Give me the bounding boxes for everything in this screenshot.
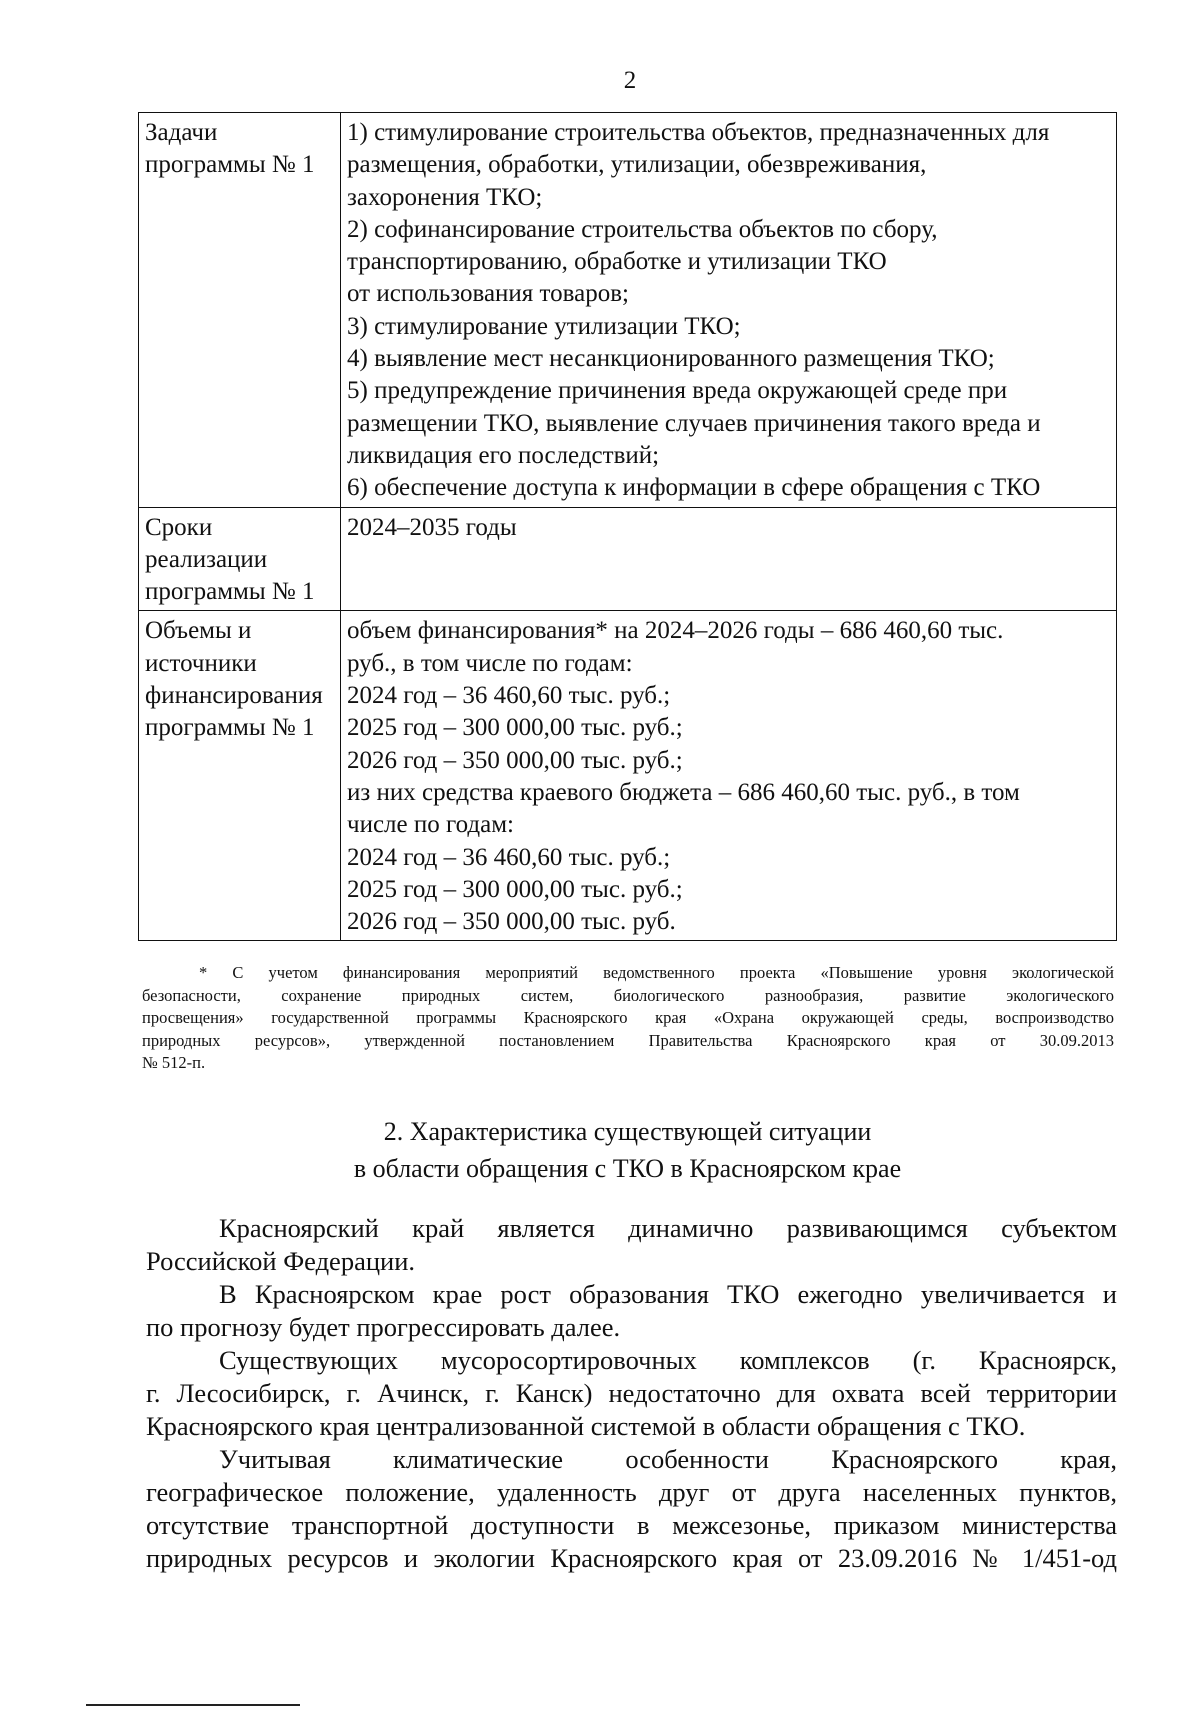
funding-value-line: из них средства краевого бюджета – 686 460,60 тыс. руб., в том (347, 778, 1020, 806)
tasks-value-line: 6) обеспечение доступа к информации в сфере обращения с ТКО (347, 474, 1041, 502)
tasks-value-line: 3) стимулирование утилизации ТКО; (347, 312, 741, 340)
body-line: отсутствие транспортной доступности в межсезонье, приказом министерства (146, 1510, 1117, 1540)
tasks-value-line: 1) стимулирование строительства объектов, предназначенных для (347, 119, 1050, 146)
tasks-value-line: транспортированию, обработке и утилизации ТКО (347, 248, 887, 276)
tasks-value-line: захоронения ТКО; (347, 183, 543, 211)
section-heading (138, 1113, 1117, 1187)
funding-label-cell (139, 611, 341, 941)
terms-label-line: программы № 1 (145, 578, 315, 606)
table-row-terms (139, 507, 1117, 611)
funding-value-line: 2025 год – 300 000,00 тыс. руб.; (347, 714, 683, 742)
terms-label-line: Сроки (145, 513, 213, 541)
body-line: природных ресурсов и экологии Красноярского края от 23.09.2016 № 1/451-од (146, 1543, 1117, 1573)
tasks-value-line: 2) софинансирование строительства объектов по сбору, (347, 215, 938, 243)
table-row-tasks (139, 113, 1117, 508)
page-number: 2 (623, 67, 637, 94)
body-line: Учитывая климатические особенности Красноярского края, (219, 1444, 1117, 1474)
tasks-value-line: 4) выявление мест несанкционированного размещения ТКО; (347, 345, 995, 373)
footnote-line: просвещения» государственной программы Красноярского края «Охрана окружающей среды, воспроизводство (142, 1008, 1114, 1028)
funding-value-cell (341, 611, 1117, 941)
funding-label-line: программы № 1 (145, 714, 315, 742)
funding-value-line: 2026 год – 350 000,00 тыс. руб. (347, 908, 676, 936)
funding-label-line: финансирования (145, 682, 323, 710)
tasks-value-line: размещении ТКО, выявление случаев причинения такого вреда и (347, 409, 1041, 437)
tasks-value-line: размещения, обработки, утилизации, обезвреживания, (347, 151, 927, 179)
tasks-value-cell (341, 113, 1117, 508)
tasks-value-line: от использования товаров; (347, 280, 629, 308)
funding-value-line: 2024 год – 36 460,60 тыс. руб.; (347, 843, 671, 871)
body-line: Красноярского края централизованной системой в области обращения с ТКО. (146, 1411, 1026, 1441)
footnote-line: * С учетом финансирования мероприятий ведомственного проекта «Повышение уровня экологической (199, 963, 1114, 982)
tasks-value-line: ликвидация его последствий; (347, 441, 660, 469)
section-heading-line: в области обращения с ТКО в Красноярском крае (353, 1154, 902, 1183)
terms-label-line: реализации (145, 545, 268, 573)
terms-value-line: 2024–2035 годы (347, 513, 517, 541)
table-row-funding (139, 611, 1117, 941)
funding-label-line: источники (145, 649, 257, 677)
funding-value-line: 2024 год – 36 460,60 тыс. руб.; (347, 682, 671, 710)
tasks-label-line: Задачи (145, 119, 218, 146)
section-heading-line: 2. Характеристика существующей ситуации (383, 1117, 872, 1146)
footnote-line: природных ресурсов», утвержденной постановлением Правительства Красноярского края от 30.09.2013 (142, 1030, 1114, 1050)
tasks-value-line: 5) предупреждение причинения вреда окружающей среде при (347, 377, 1008, 405)
footer-rule (86, 1704, 300, 1706)
body-line: Российской Федерации. (146, 1246, 415, 1276)
funding-value-line: 2026 год – 350 000,00 тыс. руб.; (347, 746, 683, 774)
body-line: Красноярский край является динамично развивающимся субъектом (219, 1213, 1117, 1243)
footnote-line: безопасности, сохранение природных систем, биологического разнообразия, развитие экологического (142, 985, 1114, 1005)
body-line: по прогнозу будет прогрессировать далее. (146, 1312, 621, 1342)
funding-value-line: числе по годам: (347, 811, 514, 839)
section-body (146, 1212, 1117, 1575)
body-line: Существующих мусоросортировочных комплексов (г. Красноярск, (219, 1345, 1117, 1375)
footnote-line: № 512-п. (142, 1053, 206, 1073)
terms-label-cell (139, 507, 341, 611)
funding-footnote (142, 962, 1114, 1075)
funding-label-line: Объемы и (145, 617, 252, 645)
funding-value-line: руб., в том числе по годам: (347, 649, 633, 677)
tasks-label-line: программы № 1 (145, 151, 315, 179)
body-line: географическое положение, удаленность друг от друга населенных пунктов, (146, 1477, 1117, 1507)
funding-value-line: объем финансирования* на 2024–2026 годы – 686 460,60 тыс. (347, 617, 1004, 645)
body-line: В Красноярском крае рост образования ТКО ежегодно увеличивается и (219, 1279, 1117, 1309)
funding-value-line: 2025 год – 300 000,00 тыс. руб.; (347, 875, 683, 903)
program-passport-table (138, 112, 1117, 941)
terms-value-cell (341, 507, 1117, 611)
tasks-label-cell (139, 113, 341, 508)
body-line: г. Лесосибирск, г. Ачинск, г. Канск) недостаточно для охвата всей территории (146, 1378, 1117, 1408)
